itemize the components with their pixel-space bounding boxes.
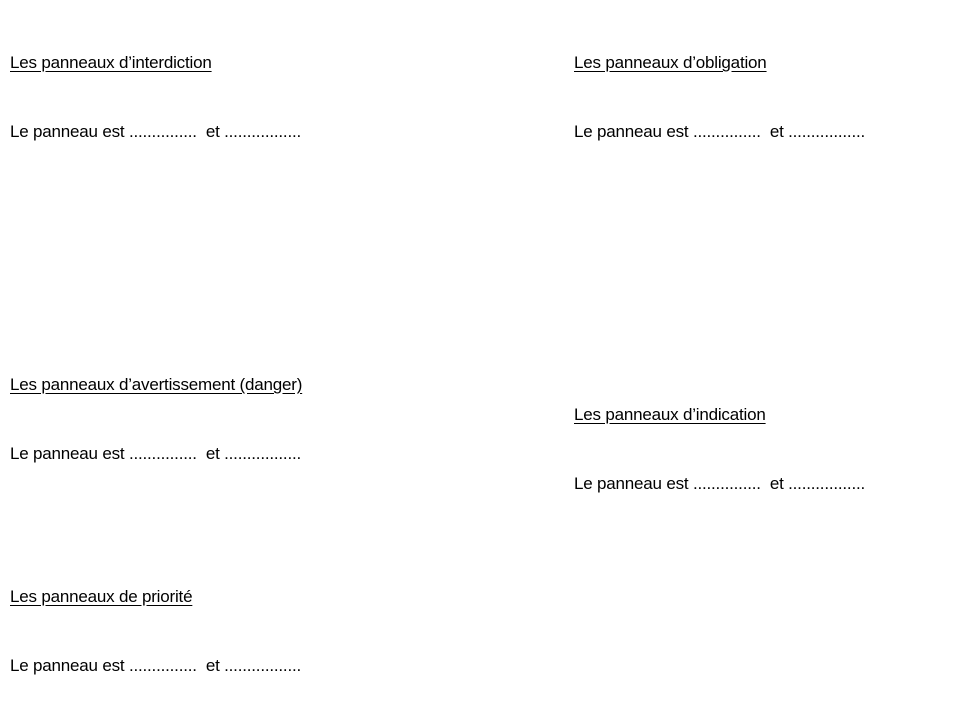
section-interdiction-title: Les panneaux d’interdiction xyxy=(10,53,212,72)
section-indication-title: Les panneaux d’indication xyxy=(574,405,766,424)
section-priorite-title: Les panneaux de priorité xyxy=(10,587,193,606)
section-obligation-fill-line: Le panneau est ............... et ................. xyxy=(574,122,866,141)
section-indication xyxy=(574,357,865,541)
section-avertissement xyxy=(10,327,302,511)
section-obligation xyxy=(574,5,865,189)
section-avertissement-title: Les panneaux d’avertissement (danger) xyxy=(10,375,303,394)
section-interdiction-fill-line: Le panneau est ............... et ................. xyxy=(10,122,302,141)
section-priorite xyxy=(10,539,301,723)
section-interdiction xyxy=(10,5,301,189)
section-avertissement-fill-line: Le panneau est ............... et ................. xyxy=(10,444,302,463)
section-obligation-title: Les panneaux d’obligation xyxy=(574,53,767,72)
section-priorite-fill-line: Le panneau est ............... et ................. xyxy=(10,656,302,675)
section-indication-fill-line: Le panneau est ............... et ................. xyxy=(574,474,866,493)
